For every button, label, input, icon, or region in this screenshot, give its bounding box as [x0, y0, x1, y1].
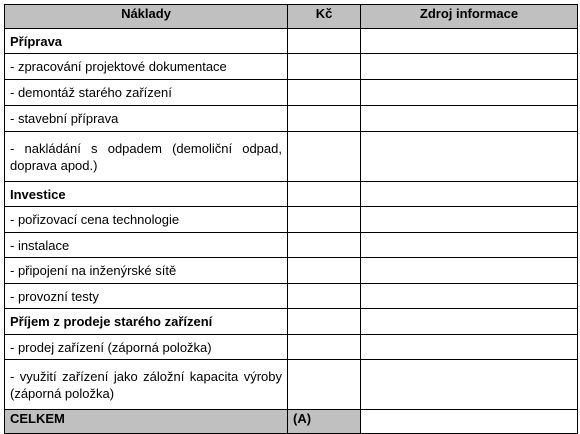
total-label: CELKEM: [5, 410, 288, 434]
section-label: Příjem z prodeje starého zařízení: [5, 309, 288, 335]
source-cell: [361, 258, 578, 284]
czk-cell: [288, 360, 361, 410]
item-label: - demontáž starého zařízení: [5, 80, 288, 106]
czk-cell: [288, 207, 361, 233]
source-cell: [361, 182, 578, 207]
czk-cell: [288, 54, 361, 80]
item-label: - stavební příprava: [5, 106, 288, 132]
section-label: Příprava: [5, 29, 288, 54]
czk-cell: [288, 335, 361, 360]
czk-cell: [288, 132, 361, 182]
section-row-investment: [5, 182, 578, 207]
czk-cell: [288, 233, 361, 258]
source-cell: [361, 80, 578, 106]
czk-cell: [288, 80, 361, 106]
header-costs: Náklady: [5, 5, 288, 29]
source-cell: [361, 207, 578, 233]
item-label: - instalace: [5, 233, 288, 258]
header-information-source: Zdroj informace: [361, 5, 578, 29]
section-row-preparation: [5, 29, 578, 54]
item-label: - využití zařízení jako záložní kapacita výroby (záporná položka): [5, 360, 288, 410]
table-header-row: [5, 5, 578, 29]
table-row: [5, 335, 578, 360]
item-label: - pořizovací cena technologie: [5, 207, 288, 233]
item-label: - připojení na inženýrské sítě: [5, 258, 288, 284]
cost-table: [4, 4, 578, 434]
table-row: [5, 54, 578, 80]
table-row: [5, 360, 578, 410]
section-label: Investice: [5, 182, 288, 207]
item-label: - provozní testy: [5, 284, 288, 309]
source-cell: [361, 132, 578, 182]
czk-cell: [288, 284, 361, 309]
section-row-sale-income: [5, 309, 578, 335]
total-czk-cell: (A): [288, 410, 361, 434]
source-cell: [361, 360, 578, 410]
czk-cell: [288, 29, 361, 54]
source-cell: [361, 335, 578, 360]
item-label: - nakládání s odpadem (demoliční odpad, doprava apod.): [5, 132, 288, 182]
table-row: [5, 233, 578, 258]
total-source-cell: [361, 410, 578, 434]
item-label: - prodej zařízení (záporná položka): [5, 335, 288, 360]
table-row: [5, 80, 578, 106]
table-row: [5, 132, 578, 182]
source-cell: [361, 29, 578, 54]
source-cell: [361, 309, 578, 335]
table-row: [5, 207, 578, 233]
czk-cell: [288, 258, 361, 284]
table-row: [5, 106, 578, 132]
total-row: [5, 410, 578, 434]
source-cell: [361, 106, 578, 132]
source-cell: [361, 54, 578, 80]
source-cell: [361, 233, 578, 258]
header-czk: Kč: [288, 5, 361, 29]
table-row: [5, 258, 578, 284]
source-cell: [361, 284, 578, 309]
czk-cell: [288, 106, 361, 132]
czk-cell: [288, 182, 361, 207]
table-row: [5, 284, 578, 309]
item-label: - zpracování projektové dokumentace: [5, 54, 288, 80]
czk-cell: [288, 309, 361, 335]
